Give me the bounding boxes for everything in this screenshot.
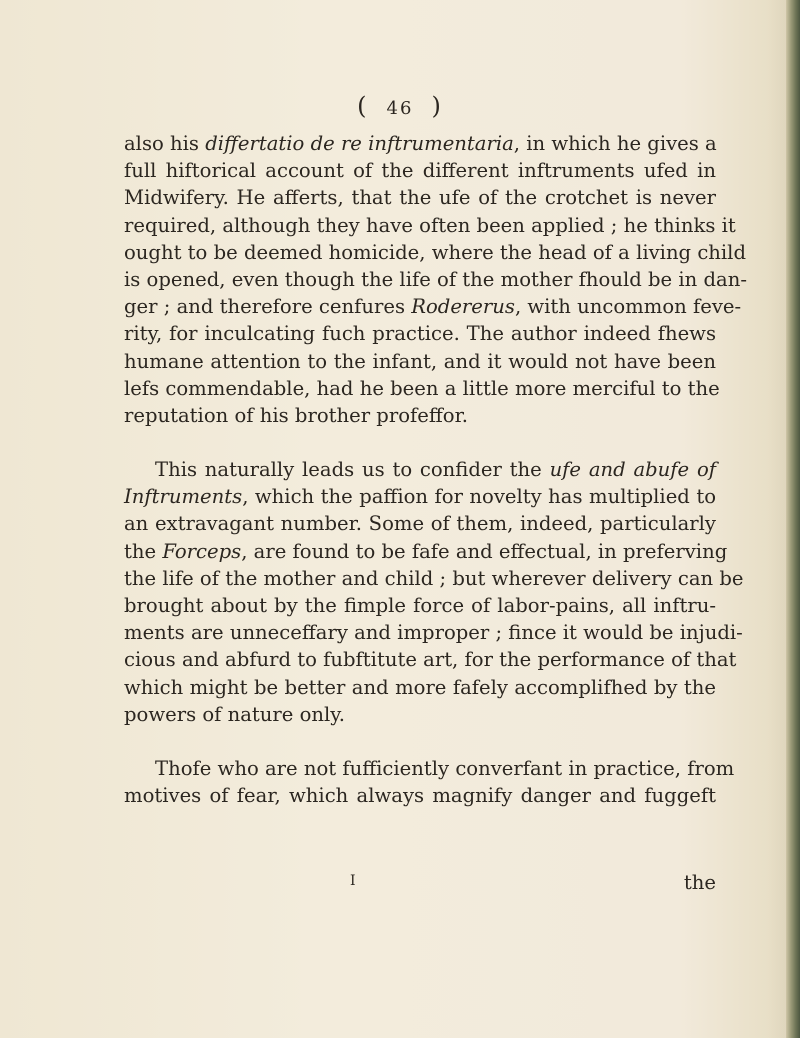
text-segment: Midwifery. He afferts, that the ufe of the crotchet is never [124, 186, 716, 210]
text-segment: the life of the mother and child ; but wherever delivery can be [124, 566, 744, 590]
text-line [124, 212, 736, 239]
text-line [124, 157, 716, 184]
italic-segment: Rodererus [411, 295, 515, 319]
text-segment: an extravagant number. Some of them, indeed, particularly [124, 512, 716, 536]
text-line [124, 184, 716, 211]
text-segment: required, although they have often been applied ; he thinks it [124, 213, 736, 237]
text-segment: , are found to be fafe and effectual, in preferving [241, 539, 728, 563]
paragraph-gap [124, 429, 716, 456]
text-line [124, 701, 716, 728]
text-line [124, 646, 737, 673]
text-line [124, 239, 746, 266]
text-segment: which might be better and more fafely accomplifhed by the [124, 675, 716, 699]
text-segment: motives of fear, which always magnify danger and fuggeft [124, 784, 716, 808]
text-segment: powers of nature only. [124, 702, 345, 726]
text-segment: cious and abfurd to fubftitute art, for the performance of that [124, 648, 737, 672]
text-line [124, 538, 728, 565]
text-line [124, 266, 747, 293]
text-line [124, 565, 744, 592]
text-segment: the [124, 539, 163, 563]
text-segment: lefs commendable, had he been a little more merciful to the [124, 376, 720, 400]
text-line [124, 293, 742, 320]
text-segment: , with uncommon feve- [514, 295, 742, 319]
text-line [124, 510, 716, 537]
italic-segment: ufe and abufe of [549, 458, 716, 482]
text-segment: humane attention to the infant, and it would not have been [124, 349, 716, 373]
text-segment: brought about by the fimple force of labor-pains, all inftru- [124, 594, 716, 617]
text-line [124, 348, 716, 375]
italic-segment: Forceps [162, 539, 242, 563]
text-line [124, 130, 716, 157]
text-segment: reputation of his brother profeffor. [124, 403, 469, 427]
text-segment: , which the paffion for novelty has multiplied to [242, 485, 716, 509]
text-line [124, 402, 716, 429]
text-segment: ments are unneceffary and improper ; fince it would be injudi- [124, 621, 743, 645]
catchword: the [683, 871, 716, 894]
text-segment: ger ; and therefore cenfures [124, 295, 412, 319]
paragraph [124, 755, 735, 809]
page-number-close-paren: ) [431, 92, 443, 120]
text-segment: Thofe who are not fufficiently converfant in practice, from [155, 756, 735, 780]
text-segment: ought to be deemed homicide, where the head of a living child [124, 240, 746, 264]
page-number-open-paren: ( [357, 92, 369, 120]
italic-segment: differtatio de re inftrumentaria [205, 132, 514, 155]
text-line [124, 755, 735, 782]
text-segment: rity, for inculcating fuch practice. The author indeed fhews [124, 322, 716, 346]
text-segment: full hiftorical account of the different inftruments ufed in [124, 159, 716, 183]
text-line [124, 483, 716, 510]
text-line [124, 782, 716, 809]
text-segment: This naturally leads us to confider the [155, 458, 550, 482]
text-segment: is opened, even though the life of the mother fhould be in dan- [124, 267, 747, 291]
paragraph-gap [124, 728, 716, 755]
text-segment: , in which he gives a [513, 132, 717, 155]
page-header [0, 92, 800, 120]
text-line [124, 320, 716, 347]
italic-segment: Inftruments [124, 485, 243, 509]
paragraph [124, 456, 744, 728]
text-line [124, 674, 716, 701]
page-number: 46 [386, 98, 414, 119]
body-text [124, 130, 747, 809]
text-line [124, 619, 743, 646]
text-segment: also his [124, 132, 206, 155]
page-footer [124, 871, 716, 898]
text-line [124, 375, 720, 402]
text-line [124, 456, 716, 483]
text-line [124, 592, 716, 619]
page-edge-binding [786, 0, 800, 1038]
signature-mark: I [350, 873, 356, 889]
paragraph [124, 130, 747, 429]
